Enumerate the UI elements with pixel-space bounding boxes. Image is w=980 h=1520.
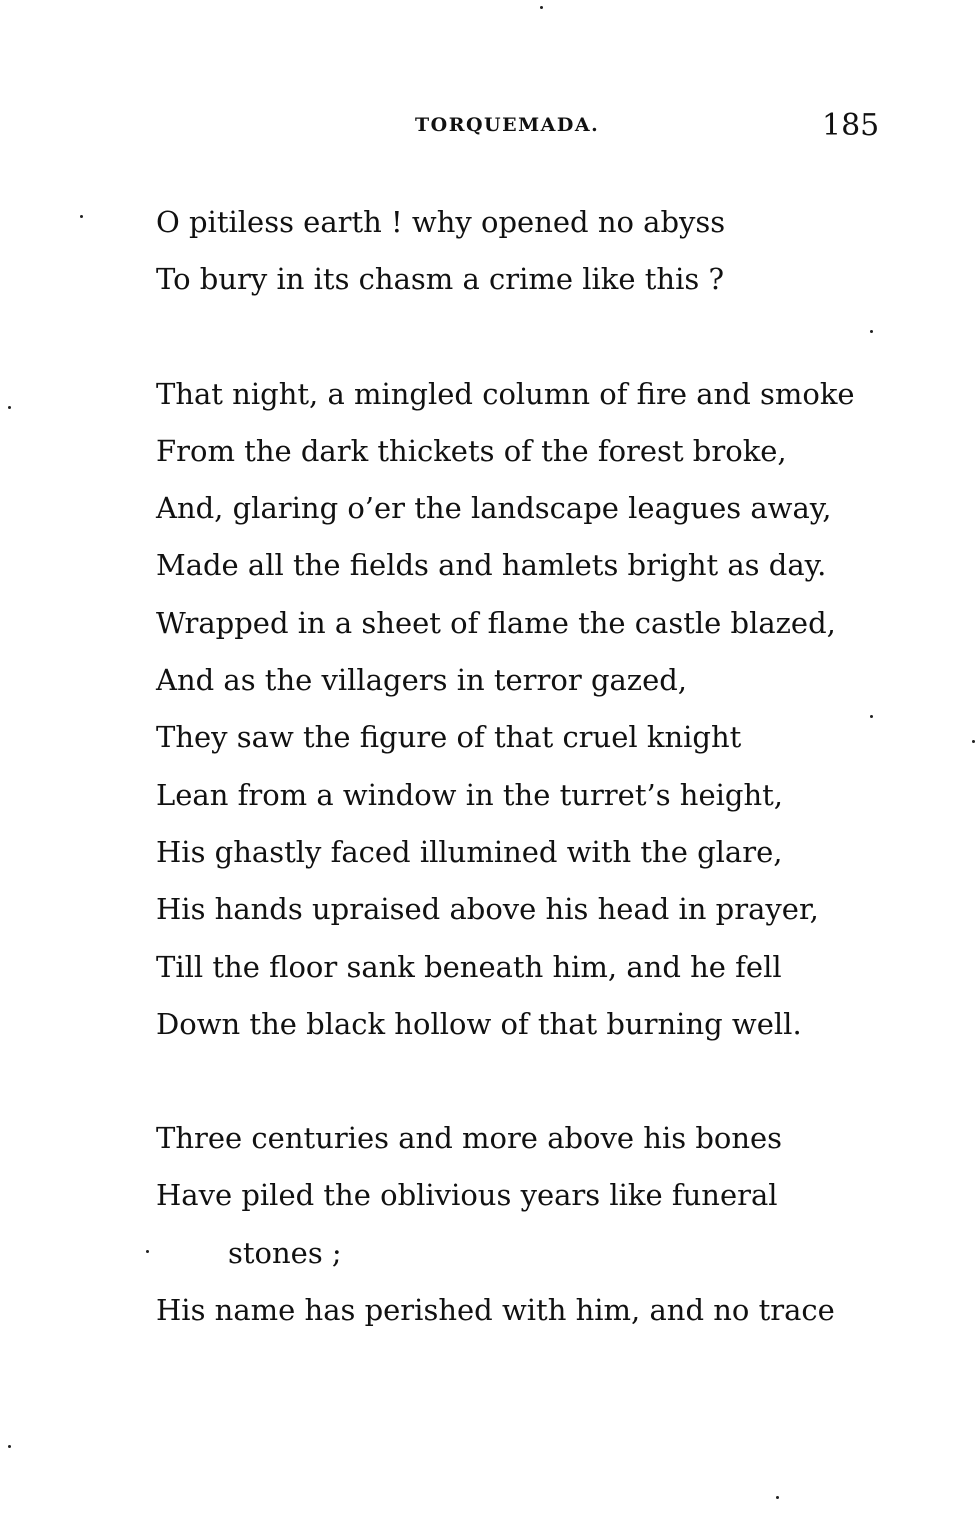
scan-speck (146, 1250, 149, 1253)
stanza-2 (156, 366, 896, 1054)
poem-line: And as the villagers in terror gazed, (156, 663, 688, 698)
poem-line: From the dark thickets of the forest broke, (156, 433, 787, 468)
poem-line: Have piled the oblivious years like funeral (156, 1178, 778, 1213)
scan-speck (776, 1496, 779, 1499)
poem-line-continuation: stones ; (228, 1235, 342, 1270)
scan-speck (540, 6, 543, 9)
poem-line: Made all the fields and hamlets bright as day. (156, 548, 827, 583)
poem-line: Lean from a window in the turret’s height, (156, 777, 784, 812)
poem-line: To bury in its chasm a crime like this ? (156, 262, 725, 297)
page-header (0, 108, 980, 148)
poem-line: Wrapped in a sheet of flame the castle blazed, (156, 605, 836, 640)
poem-line: His name has perished with him, and no trace (156, 1293, 835, 1328)
poem-line: Till the floor sank beneath him, and he fell (156, 949, 782, 984)
poem-body (156, 194, 896, 1339)
scan-speck (870, 330, 873, 333)
page-number: 185 (822, 108, 880, 143)
scan-speck (8, 1445, 11, 1448)
poem-line: That night, a mingled column of fire and smoke (156, 376, 855, 411)
scan-speck (870, 715, 873, 718)
poem-line: They saw the figure of that cruel knight (156, 720, 742, 755)
running-title: TORQUEMADA. (415, 114, 600, 136)
poem-line: Down the black hollow of that burning well. (156, 1006, 802, 1041)
poem-line: O pitiless earth ! why opened no abyss (156, 205, 726, 239)
poem-line: Three centuries and more above his bones (156, 1121, 783, 1156)
poem-line: His hands upraised above his head in prayer, (156, 892, 819, 927)
scan-speck (8, 406, 11, 409)
stanza-3 (156, 1110, 896, 1339)
scan-speck (972, 740, 975, 743)
scan-speck (80, 215, 83, 218)
poem-line: And, glaring o’er the landscape leagues away, (156, 491, 832, 526)
poem-line: His ghastly faced illumined with the glare, (156, 834, 783, 869)
stanza-1 (156, 194, 896, 309)
